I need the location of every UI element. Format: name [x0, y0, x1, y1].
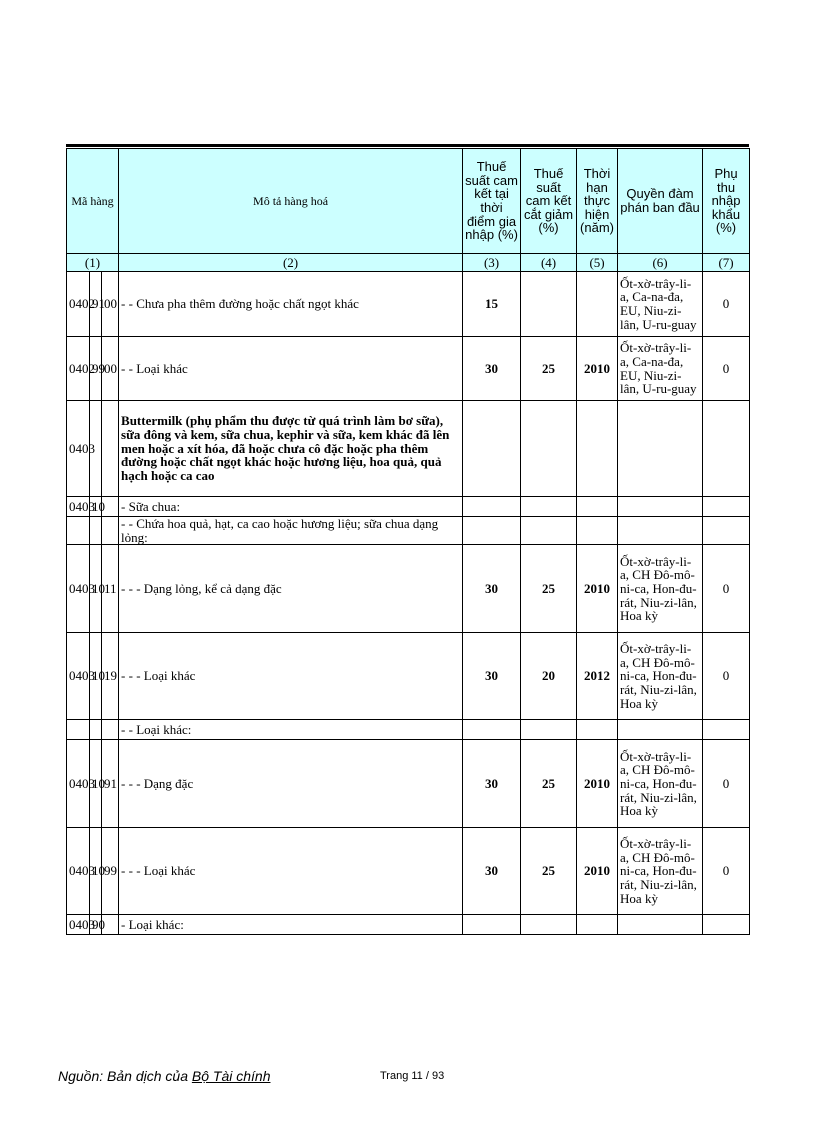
- negotiating-rights: Ốt-xờ-trây-li-a, Ca-na-đa, EU, Niu-zi-lân, U-ru-guay: [618, 272, 703, 337]
- negotiating-rights: Ốt-xờ-trây-li-a, CH Đô-mô-ni-ca, Hon-đu-rát, Niu-zi-lân, Hoa kỳ: [618, 740, 703, 828]
- footer-source-org: Bộ Tài chính: [191, 1068, 271, 1084]
- code-cell: [67, 720, 90, 740]
- rate-at-accession: [463, 401, 521, 497]
- description-cell: Buttermilk (phụ phẩm thu được từ quá trình làm bơ sữa), sữa đông và kem, sữa chua, kephir và sữa, kem khác đã lên men hoặc a xít hóa, đã hoặc chưa cô đặc hoặc pha thêm đường hoặc chất ngọt khác hoặc hương liệu, hoa quả, quả hạch hoặc ca cao: [119, 401, 463, 497]
- code-cell: 91: [102, 740, 119, 828]
- header-col3: Thuế suất cam kết tại thời điểm gia nhập (%): [463, 149, 521, 254]
- code-cell: 0403: [67, 633, 90, 720]
- code-cell: [102, 517, 119, 545]
- code-cell: 91: [90, 272, 102, 337]
- negotiating-rights: Ốt-xờ-trây-li-a, CH Đô-mô-ni-ca, Hon-đu-rát, Niu-zi-lân, Hoa kỳ: [618, 545, 703, 633]
- header-row: [67, 149, 750, 254]
- col-number: (6): [618, 254, 703, 272]
- description-cell: - - - Dạng đặc: [119, 740, 463, 828]
- rate-at-accession: 30: [463, 633, 521, 720]
- description-cell: - - Chứa hoa quả, hạt, ca cao hoặc hương liệu; sữa chua dạng lỏng:: [119, 517, 463, 545]
- import-surcharge: [703, 517, 750, 545]
- table-row: [67, 633, 750, 720]
- description-cell: - Sữa chua:: [119, 497, 463, 517]
- footer-source-prefix: Nguồn: Bản dịch của: [58, 1068, 192, 1084]
- table-row: [67, 497, 750, 517]
- header-mo-ta: Mô tả hàng hoá: [119, 149, 463, 254]
- code-cell: 00: [102, 337, 119, 401]
- negotiating-rights: [618, 720, 703, 740]
- table-row: [67, 720, 750, 740]
- table-row: [67, 337, 750, 401]
- import-surcharge: [703, 915, 750, 935]
- header-ma-hang: Mã hàng: [67, 149, 119, 254]
- description-cell: - - Loại khác:: [119, 720, 463, 740]
- implementation-year: 2010: [577, 740, 618, 828]
- negotiating-rights: Ốt-xờ-trây-li-a, Ca-na-đa, EU, Niu-zi-lân, U-ru-guay: [618, 337, 703, 401]
- code-cell: 0403: [67, 828, 90, 915]
- rate-at-accession: 30: [463, 337, 521, 401]
- table-row: [67, 401, 750, 497]
- negotiating-rights: Ốt-xờ-trây-li-a, CH Đô-mô-ni-ca, Hon-đu-rát, Niu-zi-lân, Hoa kỳ: [618, 633, 703, 720]
- implementation-year: [577, 720, 618, 740]
- import-surcharge: 0: [703, 828, 750, 915]
- table-row: [67, 915, 750, 935]
- code-cell: 19: [102, 633, 119, 720]
- col-number: (4): [521, 254, 577, 272]
- implementation-year: [577, 915, 618, 935]
- header-col7: Phụ thu nhập khẩu (%): [703, 149, 750, 254]
- code-cell: [102, 401, 119, 497]
- implementation-year: 2010: [577, 828, 618, 915]
- implementation-year: 2012: [577, 633, 618, 720]
- description-cell: - - - Loại khác: [119, 828, 463, 915]
- rate-at-accession: 15: [463, 272, 521, 337]
- negotiating-rights: [618, 517, 703, 545]
- col-number: (3): [463, 254, 521, 272]
- negotiating-rights: [618, 915, 703, 935]
- description-cell: - - Chưa pha thêm đường hoặc chất ngọt khác: [119, 272, 463, 337]
- table-row: [67, 545, 750, 633]
- committed-rate: [521, 272, 577, 337]
- column-number-row: [67, 254, 750, 272]
- rate-at-accession: [463, 497, 521, 517]
- committed-rate: 25: [521, 545, 577, 633]
- import-surcharge: 0: [703, 545, 750, 633]
- code-cell: 00: [102, 272, 119, 337]
- tariff-table: [66, 148, 750, 935]
- implementation-year: 2010: [577, 337, 618, 401]
- committed-rate: [521, 517, 577, 545]
- description-cell: - Loại khác:: [119, 915, 463, 935]
- code-cell: 0403: [67, 401, 90, 497]
- header-col6: Quyền đàm phán ban đầu: [618, 149, 703, 254]
- import-surcharge: 0: [703, 272, 750, 337]
- table-row: [67, 828, 750, 915]
- committed-rate: 25: [521, 337, 577, 401]
- committed-rate: [521, 497, 577, 517]
- implementation-year: [577, 497, 618, 517]
- description-cell: - - Loại khác: [119, 337, 463, 401]
- rate-at-accession: [463, 720, 521, 740]
- negotiating-rights: [618, 401, 703, 497]
- code-cell: 99: [90, 337, 102, 401]
- committed-rate: [521, 401, 577, 497]
- code-cell: 0402: [67, 272, 90, 337]
- import-surcharge: [703, 401, 750, 497]
- footer-page-number: Trang 11 / 93: [380, 1070, 445, 1082]
- implementation-year: [577, 401, 618, 497]
- code-cell: 0403: [67, 545, 90, 633]
- footer-source: [58, 1068, 270, 1084]
- code-cell: 10: [90, 740, 102, 828]
- negotiating-rights: [618, 497, 703, 517]
- header-col4: Thuế suất cam kết cắt giảm (%): [521, 149, 577, 254]
- rate-at-accession: [463, 915, 521, 935]
- implementation-year: [577, 272, 618, 337]
- implementation-year: 2010: [577, 545, 618, 633]
- negotiating-rights: Ốt-xờ-trây-li-a, CH Đô-mô-ni-ca, Hon-đu-rát, Niu-zi-lân, Hoa kỳ: [618, 828, 703, 915]
- committed-rate: [521, 915, 577, 935]
- code-cell: 10: [90, 497, 102, 517]
- committed-rate: 20: [521, 633, 577, 720]
- code-cell: 0403: [67, 497, 90, 517]
- col-number: (2): [119, 254, 463, 272]
- col-number: (1): [67, 254, 119, 272]
- code-cell: [90, 517, 102, 545]
- description-cell: - - - Loại khác: [119, 633, 463, 720]
- table-row: [67, 740, 750, 828]
- import-surcharge: 0: [703, 337, 750, 401]
- table-row: [67, 517, 750, 545]
- code-cell: 99: [102, 828, 119, 915]
- import-surcharge: 0: [703, 740, 750, 828]
- code-cell: 11: [102, 545, 119, 633]
- import-surcharge: [703, 720, 750, 740]
- import-surcharge: [703, 497, 750, 517]
- import-surcharge: 0: [703, 633, 750, 720]
- code-cell: 0403: [67, 740, 90, 828]
- table-row: [67, 272, 750, 337]
- committed-rate: 25: [521, 828, 577, 915]
- code-cell: [102, 720, 119, 740]
- rate-at-accession: 30: [463, 740, 521, 828]
- header-col5: Thời hạn thực hiện (năm): [577, 149, 618, 254]
- code-cell: 90: [90, 915, 102, 935]
- code-cell: 0402: [67, 337, 90, 401]
- code-cell: [67, 517, 90, 545]
- description-cell: - - - Dạng lỏng, kể cả dạng đặc: [119, 545, 463, 633]
- code-cell: [90, 720, 102, 740]
- rate-at-accession: 30: [463, 828, 521, 915]
- rate-at-accession: 30: [463, 545, 521, 633]
- committed-rate: 25: [521, 740, 577, 828]
- implementation-year: [577, 517, 618, 545]
- code-cell: 10: [90, 545, 102, 633]
- rate-at-accession: [463, 517, 521, 545]
- committed-rate: [521, 720, 577, 740]
- code-cell: 0403: [67, 915, 90, 935]
- code-cell: 10: [90, 828, 102, 915]
- table-top-border: [66, 144, 749, 147]
- col-number: (5): [577, 254, 618, 272]
- code-cell: 10: [90, 633, 102, 720]
- col-number: (7): [703, 254, 750, 272]
